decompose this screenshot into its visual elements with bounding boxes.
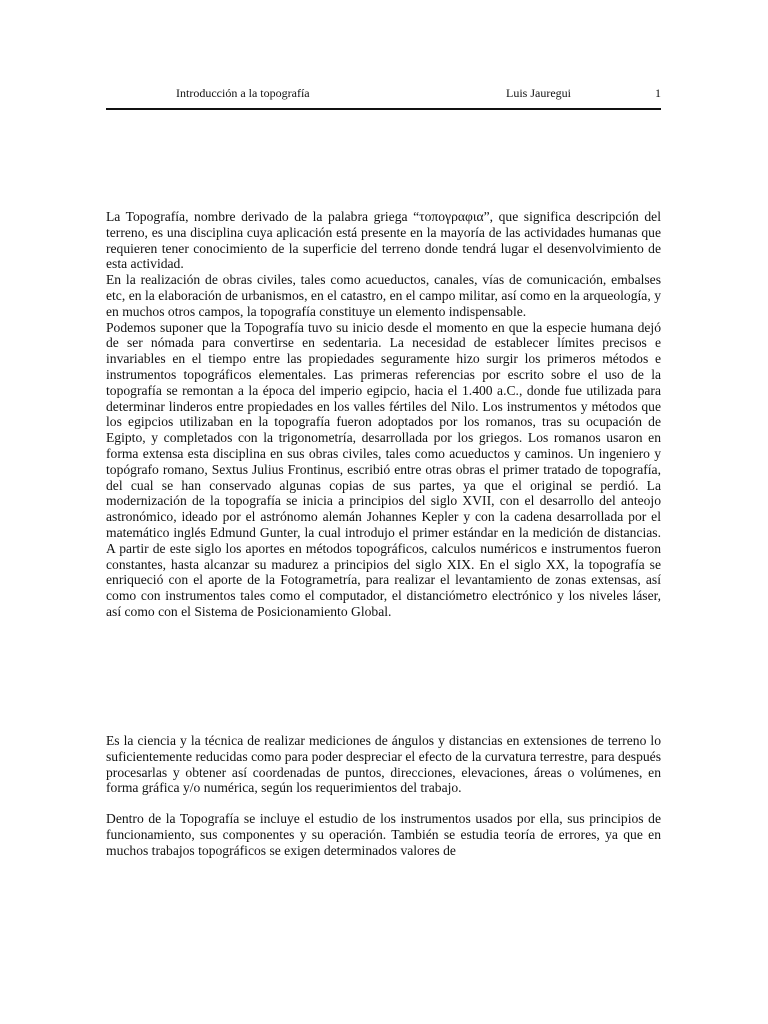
intro-text-end: ”, que significa descripción del terreno, es una disciplina cuya aplicación está presente en la mayoría de las actividades humanas que requieren tener conocimiento de la superficie del terreno donde tendrá lugar el desenvolvimiento de esta actividad.: [106, 209, 661, 272]
intro-text-start: La Topografía, nombre derivado de la palabra griega “: [106, 209, 420, 224]
paragraph-definition: Es la ciencia y la técnica de realizar mediciones de ángulos y distancias en extensiones de terreno lo suficientemente reducidas como para poder despreciar el efecto de la curvatura terrestre, para después procesarlas y obtener así coordenadas de puntos, direcciones, elevaciones, áreas o volúmenes, en forma gráfica y/o numérica, según los requerimientos del trabajo.: [106, 733, 661, 796]
page-header: [106, 84, 661, 110]
main-text-section: [106, 209, 661, 620]
definition-section: [106, 733, 661, 859]
paragraph-history: Podemos suponer que la Topografía tuvo su inicio desde el momento en que la especie humana dejó de ser nómada para convertirse en sedentaria. La necesidad de establecer límites precisos e invariables en el tiempo entre las propiedades seguramente hizo surgir los primeros métodos e instrumentos topográficos elementales. Las primeras referencias por escrito sobre el uso de la topografía se remontan a la época del imperio egipcio, hacia el 1.400 a.C., donde fue utilizada para determinar linderos entre propiedades en los valles fértiles del Nilo. Los instrumentos y métodos que los egipcios utilizaban en la topografía fueron adoptados por los romanos, tras su ocupación de Egipto, y completados con la trigonometría, desarrollada por los griegos. Los romanos usaron en forma extensa esta disciplina en sus obras civiles, tales como acueductos y caminos. Un ingeniero y topógrafo romano, Sextus Julius Frontinus, escribió entre otras obras el primer tratado de topografía, del cual se han conservado algunas copias de sus partes, ya que el original se perdió. La modernización de la topografía se inicia a principios del siglo XVII, con el desarrollo del anteojo astronómico, ideado por el astrónomo alemán Johannes Kepler y con la cadena desarrollada por el matemático inglés Edmund Gunter, la cual introdujo el primer estándar en la medición de distancias. A partir de este siglo los aportes en métodos topográficos, calculos numéricos e instrumentos fueron constantes, hasta alcanzar su madurez a principios del siglo XIX. En el siglo XX, la topografía se enriqueció con el aporte de la Fotogrametría, para realizar el levantamiento de zonas extensas, así como con instrumentos tales como el computador, el distanciómetro electrónico y los niveles láser, así como con el Sistema de Posicionamiento Global.: [106, 319, 661, 619]
paragraph-intro: [106, 209, 661, 272]
greek-term: τοπογραφια: [419, 209, 484, 224]
header-title: Introducción a la topografía: [176, 86, 310, 100]
header-author: Luis Jauregui: [506, 86, 571, 100]
paragraph-scope: Dentro de la Topografía se incluye el estudio de los instrumentos usados por ella, sus principios de funcionamiento, sus componentes y su operación. También se estudia teoría de errores, ya que en muchos trabajos topográficos se exigen determinados valores de: [106, 811, 661, 858]
paragraph-applications: En la realización de obras civiles, tales como acueductos, canales, vías de comunicación, embalses etc, en la elaboración de urbanismos, en el catastro, en el campo militar, así como en la arqueología, y en muchos otros campos, la topografía constituye un elemento indispensable.: [106, 272, 661, 319]
page-number: 1: [655, 86, 661, 100]
